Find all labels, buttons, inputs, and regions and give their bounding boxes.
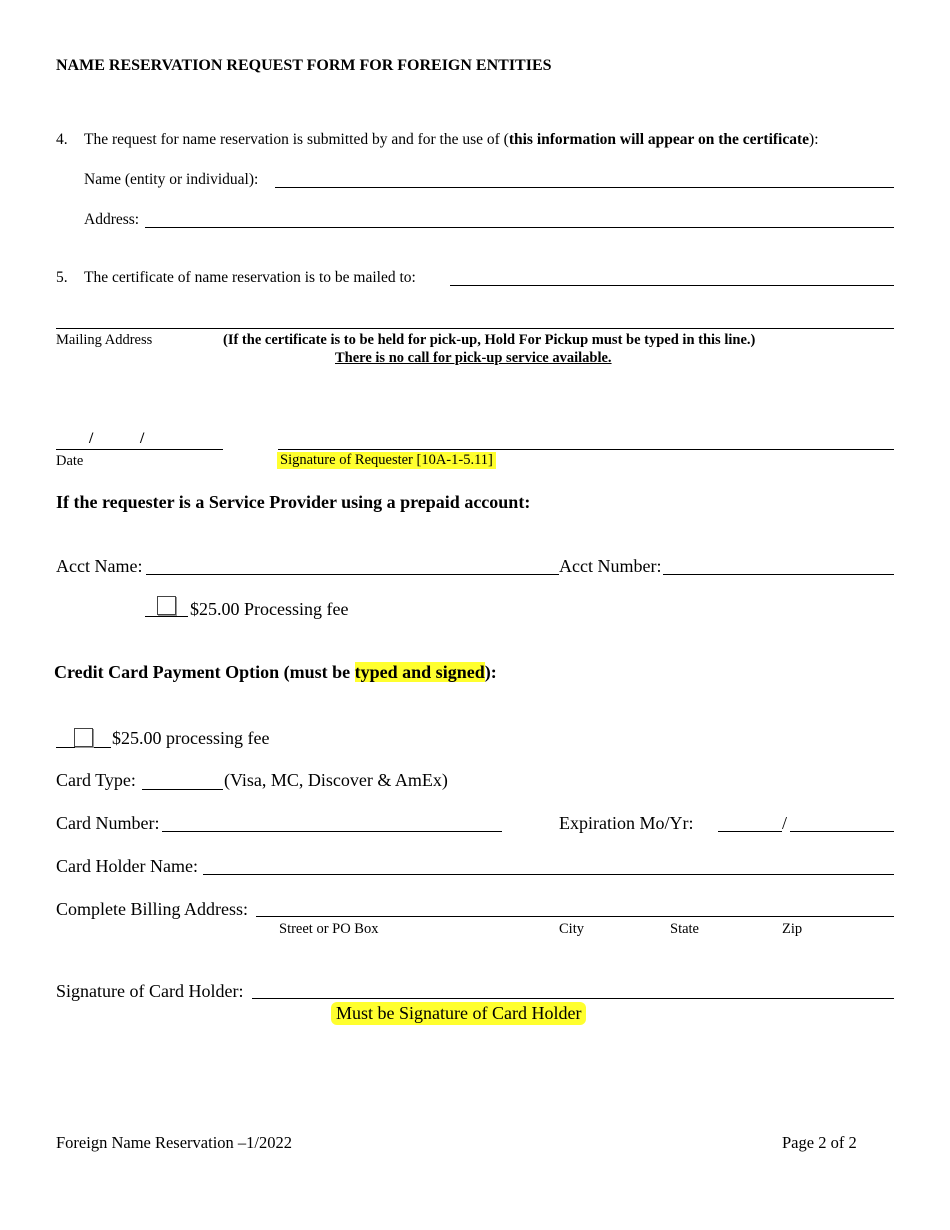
card-type-label: Card Type: xyxy=(56,770,136,790)
card-holder-signature-field[interactable] xyxy=(252,998,894,999)
address-label: Address: xyxy=(84,211,140,228)
requester-signature-field[interactable] xyxy=(278,449,894,450)
item4-text: The request for name reservation is submitted by and for the use of (this information will appear on the certificate): xyxy=(84,131,819,148)
expiration-label: Expiration Mo/Yr: xyxy=(559,813,694,833)
expiration-year-field[interactable] xyxy=(790,831,894,832)
pickup-note: (If the certificate is to be held for pick-up, Hold For Pickup must be typed in this line.) xyxy=(223,332,756,348)
item5-number: 5. xyxy=(56,269,68,286)
card-holder-signature-label: Signature of Card Holder: xyxy=(56,981,244,1001)
requester-signature-label: Signature of Requester [10A-1-5.11] xyxy=(277,452,496,469)
mailing-address-field[interactable] xyxy=(56,328,894,329)
form-title: NAME RESERVATION REQUEST FORM FOR FOREIGN ENTITIES xyxy=(56,57,552,74)
mail-to-field[interactable] xyxy=(450,285,894,286)
billing-street-caption: Street or PO Box xyxy=(279,921,379,937)
entity-name-label: Name (entity or individual): xyxy=(84,171,259,188)
card-holder-name-field[interactable] xyxy=(203,874,894,875)
item5-text: The certificate of name reservation is to be mailed to: xyxy=(84,269,416,286)
service-provider-heading: If the requester is a Service Provider using a prepaid account: xyxy=(56,492,531,512)
entity-name-field[interactable] xyxy=(275,187,894,188)
prepaid-fee-label: $25.00 Processing fee xyxy=(190,599,349,619)
card-type-field[interactable] xyxy=(142,789,223,790)
date-field[interactable] xyxy=(56,449,223,450)
card-holder-signature-note: Must be Signature of Card Holder xyxy=(331,1002,586,1025)
card-holder-name-label: Card Holder Name: xyxy=(56,856,198,876)
acct-number-label: Acct Number: xyxy=(559,556,662,576)
billing-zip-caption: Zip xyxy=(782,921,803,937)
footer-form-version: Foreign Name Reservation –1/2022 xyxy=(56,1133,292,1152)
billing-state-caption: State xyxy=(670,921,699,937)
item4-number: 4. xyxy=(56,131,68,148)
mailing-address-label: Mailing Address xyxy=(56,332,153,348)
expiration-separator: / xyxy=(782,813,788,833)
card-number-label: Card Number: xyxy=(56,813,160,833)
prepaid-fee-checkbox[interactable] xyxy=(157,596,176,615)
billing-address-label: Complete Billing Address: xyxy=(56,899,248,919)
billing-city-caption: City xyxy=(559,921,584,937)
cc-fee-underline xyxy=(56,747,111,748)
footer-page-number: Page 2 of 2 xyxy=(782,1133,857,1152)
date-slash-2: / xyxy=(140,430,145,447)
acct-number-field[interactable] xyxy=(663,574,894,575)
date-label: Date xyxy=(56,453,84,469)
expiration-month-field[interactable] xyxy=(718,831,782,832)
acct-name-label: Acct Name: xyxy=(56,556,143,576)
card-type-note: (Visa, MC, Discover & AmEx) xyxy=(224,770,448,790)
address-field[interactable] xyxy=(145,227,894,228)
cc-fee-label: $25.00 processing fee xyxy=(112,728,270,748)
prepaid-fee-underline xyxy=(145,616,188,617)
billing-address-field[interactable] xyxy=(256,916,894,917)
card-number-field[interactable] xyxy=(162,831,502,832)
pickup-note-2: There is no call for pick-up service available. xyxy=(335,350,612,366)
cc-fee-checkbox[interactable] xyxy=(74,728,93,747)
date-slash-1: / xyxy=(89,430,94,447)
acct-name-field[interactable] xyxy=(146,574,559,575)
credit-card-heading: Credit Card Payment Option (must be typed and signed): xyxy=(54,662,497,682)
